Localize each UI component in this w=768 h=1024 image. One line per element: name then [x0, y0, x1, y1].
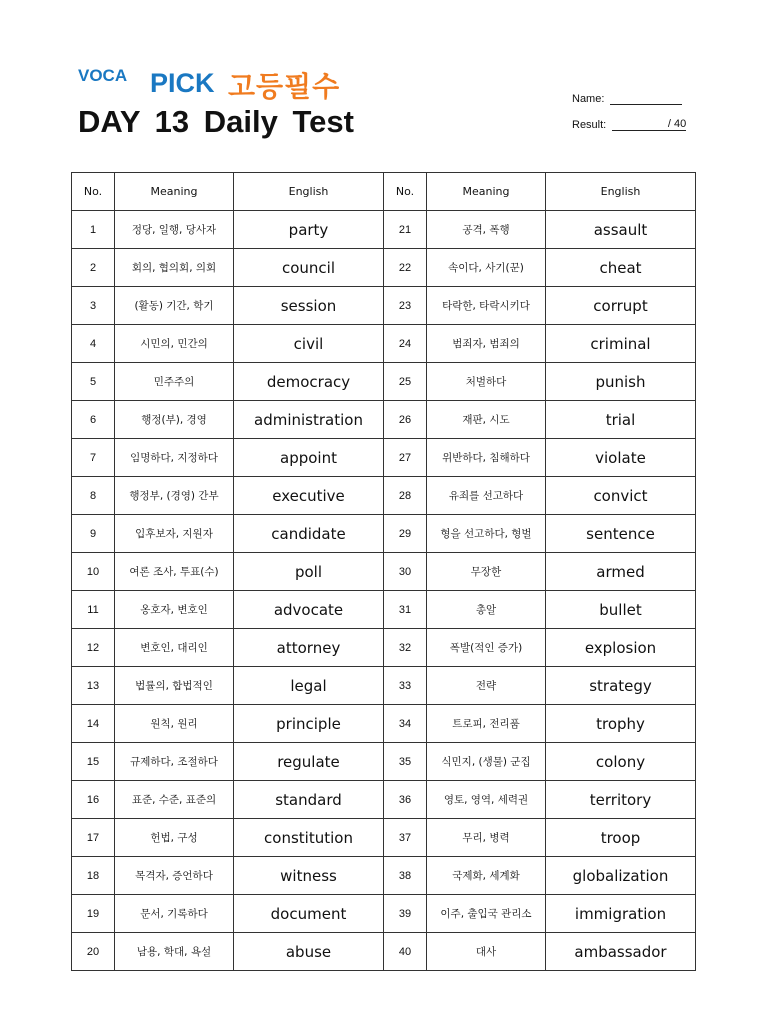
word-english: regulate — [234, 743, 384, 781]
table-row — [72, 705, 696, 743]
word-meaning: 폭발(적인 증가) — [427, 629, 546, 667]
word-english: democracy — [234, 363, 384, 401]
word-meaning: 범죄자, 범죄의 — [427, 325, 546, 363]
word-english: council — [234, 249, 384, 287]
word-meaning: 처벌하다 — [427, 363, 546, 401]
word-meaning: 헌법, 구성 — [115, 819, 234, 857]
word-number: 16 — [72, 781, 115, 819]
table-row — [72, 325, 696, 363]
word-number: 27 — [384, 439, 427, 477]
word-number: 3 — [72, 287, 115, 325]
table-row — [72, 439, 696, 477]
table-row — [72, 515, 696, 553]
word-english: appoint — [234, 439, 384, 477]
word-number: 7 — [72, 439, 115, 477]
word-meaning: 형을 선고하다, 형벌 — [427, 515, 546, 553]
vocab-body — [72, 211, 696, 971]
word-number: 10 — [72, 553, 115, 591]
word-number: 22 — [384, 249, 427, 287]
word-number: 19 — [72, 895, 115, 933]
word-english: executive — [234, 477, 384, 515]
word-english: violate — [546, 439, 696, 477]
word-number: 35 — [384, 743, 427, 781]
word-meaning: 행정부, (경영) 간부 — [115, 477, 234, 515]
word-english: constitution — [234, 819, 384, 857]
table-row — [72, 249, 696, 287]
word-meaning: 남용, 학대, 욕설 — [115, 933, 234, 971]
table-row — [72, 819, 696, 857]
word-number: 21 — [384, 211, 427, 249]
table-row — [72, 287, 696, 325]
table-header-row — [72, 173, 696, 211]
word-meaning: 옹호자, 변호인 — [115, 591, 234, 629]
page-title: DAY 13 Daily Test — [78, 104, 354, 139]
word-meaning: 원칙, 원리 — [115, 705, 234, 743]
header-meaning: Meaning — [115, 173, 234, 211]
word-english: civil — [234, 325, 384, 363]
word-number: 9 — [72, 515, 115, 553]
word-meaning: 무리, 병력 — [427, 819, 546, 857]
word-number: 39 — [384, 895, 427, 933]
word-meaning: 여론 조사, 투표(수) — [115, 553, 234, 591]
table-row — [72, 743, 696, 781]
name-blank — [610, 92, 682, 105]
word-number: 23 — [384, 287, 427, 325]
word-number: 37 — [384, 819, 427, 857]
word-english: session — [234, 287, 384, 325]
header-no: No. — [384, 173, 427, 211]
word-number: 6 — [72, 401, 115, 439]
word-english: strategy — [546, 667, 696, 705]
table-row — [72, 895, 696, 933]
table-row — [72, 477, 696, 515]
result-field — [572, 118, 686, 131]
word-english: trial — [546, 401, 696, 439]
word-meaning: 유죄를 선고하다 — [427, 477, 546, 515]
word-english: candidate — [234, 515, 384, 553]
word-meaning: 전략 — [427, 667, 546, 705]
word-number: 4 — [72, 325, 115, 363]
table-row — [72, 591, 696, 629]
word-meaning: 공격, 폭행 — [427, 211, 546, 249]
word-english: colony — [546, 743, 696, 781]
word-meaning: 위반하다, 침해하다 — [427, 439, 546, 477]
vocab-table — [71, 172, 696, 971]
word-meaning: 재판, 시도 — [427, 401, 546, 439]
word-english: armed — [546, 553, 696, 591]
word-meaning: 민주주의 — [115, 363, 234, 401]
word-meaning: 정당, 일행, 당사자 — [115, 211, 234, 249]
result-label: Result: — [572, 119, 607, 131]
word-number: 26 — [384, 401, 427, 439]
word-english: assault — [546, 211, 696, 249]
word-number: 28 — [384, 477, 427, 515]
word-english: administration — [234, 401, 384, 439]
word-number: 15 — [72, 743, 115, 781]
header-meaning: Meaning — [427, 173, 546, 211]
word-english: trophy — [546, 705, 696, 743]
header-english: English — [234, 173, 384, 211]
word-number: 40 — [384, 933, 427, 971]
word-meaning: 규제하다, 조절하다 — [115, 743, 234, 781]
word-english: party — [234, 211, 384, 249]
word-number: 8 — [72, 477, 115, 515]
header-no: No. — [72, 173, 115, 211]
word-meaning: 표준, 수준, 표준의 — [115, 781, 234, 819]
word-number: 13 — [72, 667, 115, 705]
word-english: sentence — [546, 515, 696, 553]
table-row — [72, 553, 696, 591]
table-row — [72, 857, 696, 895]
word-number: 38 — [384, 857, 427, 895]
word-meaning: 총알 — [427, 591, 546, 629]
word-number: 1 — [72, 211, 115, 249]
brand-pick: PICK — [150, 68, 215, 98]
word-number: 30 — [384, 553, 427, 591]
word-number: 24 — [384, 325, 427, 363]
word-meaning: 무장한 — [427, 553, 546, 591]
word-english: standard — [234, 781, 384, 819]
table-row — [72, 781, 696, 819]
result-blank — [612, 118, 686, 131]
word-english: territory — [546, 781, 696, 819]
word-english: criminal — [546, 325, 696, 363]
word-english: advocate — [234, 591, 384, 629]
word-meaning: 대사 — [427, 933, 546, 971]
word-number: 20 — [72, 933, 115, 971]
table-row — [72, 211, 696, 249]
word-meaning: (활동) 기간, 학기 — [115, 287, 234, 325]
word-meaning: 국제화, 세계화 — [427, 857, 546, 895]
word-number: 12 — [72, 629, 115, 667]
table-row — [72, 933, 696, 971]
brand-voca: VOCA — [78, 66, 128, 85]
word-number: 17 — [72, 819, 115, 857]
word-english: explosion — [546, 629, 696, 667]
word-number: 2 — [72, 249, 115, 287]
word-meaning: 트로피, 전리품 — [427, 705, 546, 743]
word-meaning: 속이다, 사기(꾼) — [427, 249, 546, 287]
word-number: 29 — [384, 515, 427, 553]
word-number: 31 — [384, 591, 427, 629]
word-english: ambassador — [546, 933, 696, 971]
word-meaning: 이주, 출입국 관리소 — [427, 895, 546, 933]
brand-korean: 고등필수 — [228, 70, 341, 103]
word-number: 25 — [384, 363, 427, 401]
word-meaning: 입후보자, 지원자 — [115, 515, 234, 553]
name-field — [572, 92, 682, 105]
word-english: abuse — [234, 933, 384, 971]
table-row — [72, 401, 696, 439]
word-number: 5 — [72, 363, 115, 401]
word-meaning: 타락한, 타락시키다 — [427, 287, 546, 325]
table-row — [72, 363, 696, 401]
word-english: cheat — [546, 249, 696, 287]
word-number: 34 — [384, 705, 427, 743]
word-english: punish — [546, 363, 696, 401]
word-meaning: 식민지, (생물) 군집 — [427, 743, 546, 781]
word-english: convict — [546, 477, 696, 515]
word-english: attorney — [234, 629, 384, 667]
word-number: 11 — [72, 591, 115, 629]
name-label: Name: — [572, 93, 605, 105]
word-english: document — [234, 895, 384, 933]
word-meaning: 문서, 기록하다 — [115, 895, 234, 933]
word-meaning: 변호인, 대리인 — [115, 629, 234, 667]
word-number: 33 — [384, 667, 427, 705]
word-meaning: 영토, 영역, 세력권 — [427, 781, 546, 819]
word-english: witness — [234, 857, 384, 895]
word-number: 32 — [384, 629, 427, 667]
word-english: bullet — [546, 591, 696, 629]
word-english: globalization — [546, 857, 696, 895]
word-english: legal — [234, 667, 384, 705]
result-total: / 40 — [667, 118, 687, 130]
word-meaning: 회의, 협의회, 의회 — [115, 249, 234, 287]
table-row — [72, 629, 696, 667]
word-meaning: 법률의, 합법적인 — [115, 667, 234, 705]
word-meaning: 행정(부), 경영 — [115, 401, 234, 439]
table-row — [72, 667, 696, 705]
word-english: poll — [234, 553, 384, 591]
word-english: immigration — [546, 895, 696, 933]
word-number: 18 — [72, 857, 115, 895]
header-english: English — [546, 173, 696, 211]
word-number: 14 — [72, 705, 115, 743]
word-meaning: 시민의, 민간의 — [115, 325, 234, 363]
word-meaning: 임명하다, 지정하다 — [115, 439, 234, 477]
word-english: troop — [546, 819, 696, 857]
word-number: 36 — [384, 781, 427, 819]
word-meaning: 목격자, 증언하다 — [115, 857, 234, 895]
word-english: principle — [234, 705, 384, 743]
word-english: corrupt — [546, 287, 696, 325]
